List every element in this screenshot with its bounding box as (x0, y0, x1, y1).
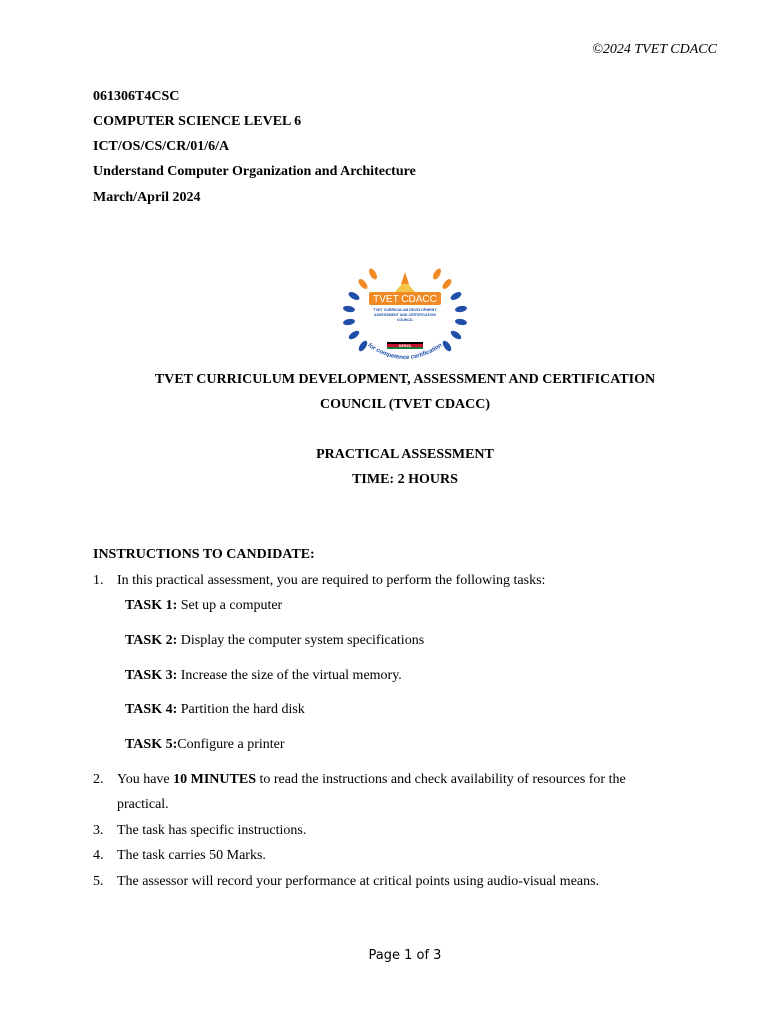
copyright-notice: ©2024 TVET CDACC (592, 42, 717, 57)
paper-code: 061306T4CSC (93, 89, 180, 104)
instruction-item-2 (117, 772, 626, 788)
instruction-item-4: The task carries 50 Marks. (117, 848, 266, 863)
instruction-item-2-cont: practical. (117, 797, 169, 812)
assessment-type: PRACTICAL ASSESSMENT (316, 447, 494, 462)
instruction-item-1: In this practical assessment, you are required to perform the following tasks: (117, 573, 546, 588)
council-name-line-2: COUNCIL (TVET CDACC) (319, 397, 491, 412)
item-number-3: 3. (93, 823, 104, 838)
logo-country: KENYA (399, 344, 411, 348)
logo-banner-text: TVET CDACC (373, 294, 437, 305)
task-5-label: TASK 5: (125, 737, 178, 752)
task-2 (125, 633, 424, 649)
page-number: Page 1 of 3 (368, 948, 442, 963)
item-number-4: 4. (93, 848, 104, 863)
task-2-label: TASK 2: (125, 633, 178, 648)
item-2-pre: You have (117, 772, 174, 787)
instructions-title: INSTRUCTIONS TO CANDIDATE: (93, 547, 315, 562)
item-number-2: 2. (93, 772, 104, 787)
logo-line-2: ASSESSMENT AND CERTIFICATION (374, 313, 436, 317)
task-5-text: Configure a printer (177, 737, 285, 752)
exam-date: March/April 2024 (93, 190, 201, 205)
instruction-item-5: The assessor will record your performance at critical points using audio-visual means. (117, 874, 600, 889)
logo-motto: for competence certification (366, 342, 444, 362)
task-4-label: TASK 4: (125, 702, 178, 717)
item-number-5: 5. (93, 874, 104, 889)
item-2-post: to read the instructions and check availability of resources for the (256, 772, 626, 787)
task-4-text: Partition the hard disk (180, 702, 305, 717)
assessment-time: TIME: 2 HOURS (352, 472, 458, 487)
task-1-text: Set up a computer (180, 598, 283, 613)
task-4 (125, 702, 305, 718)
task-1-label: TASK 1: (125, 598, 178, 613)
task-3 (125, 668, 402, 684)
course-title: COMPUTER SCIENCE LEVEL 6 (93, 114, 302, 129)
instruction-item-3: The task has specific instructions. (117, 823, 307, 838)
task-1 (125, 598, 282, 614)
task-5 (125, 737, 285, 753)
item-2-bold: 10 MINUTES (173, 772, 256, 787)
task-3-label: TASK 3: (125, 668, 178, 683)
task-2-text: Display the computer system specifications (180, 633, 425, 648)
logo-line-1: TVET CURRICULUM DEVELOPMENT (373, 308, 437, 312)
item-number-1: 1. (93, 573, 104, 588)
task-3-text: Increase the size of the virtual memory. (180, 668, 402, 683)
logo-line-3: COUNCIL (396, 318, 414, 322)
unit-title: Understand Computer Organization and Architecture (93, 164, 416, 179)
tvet-cdacc-logo (343, 262, 467, 362)
unit-code: ICT/OS/CS/CR/01/6/A (93, 139, 230, 154)
council-name-line-1: TVET CURRICULUM DEVELOPMENT, ASSESSMENT AND CERTIFICATION (154, 372, 656, 387)
